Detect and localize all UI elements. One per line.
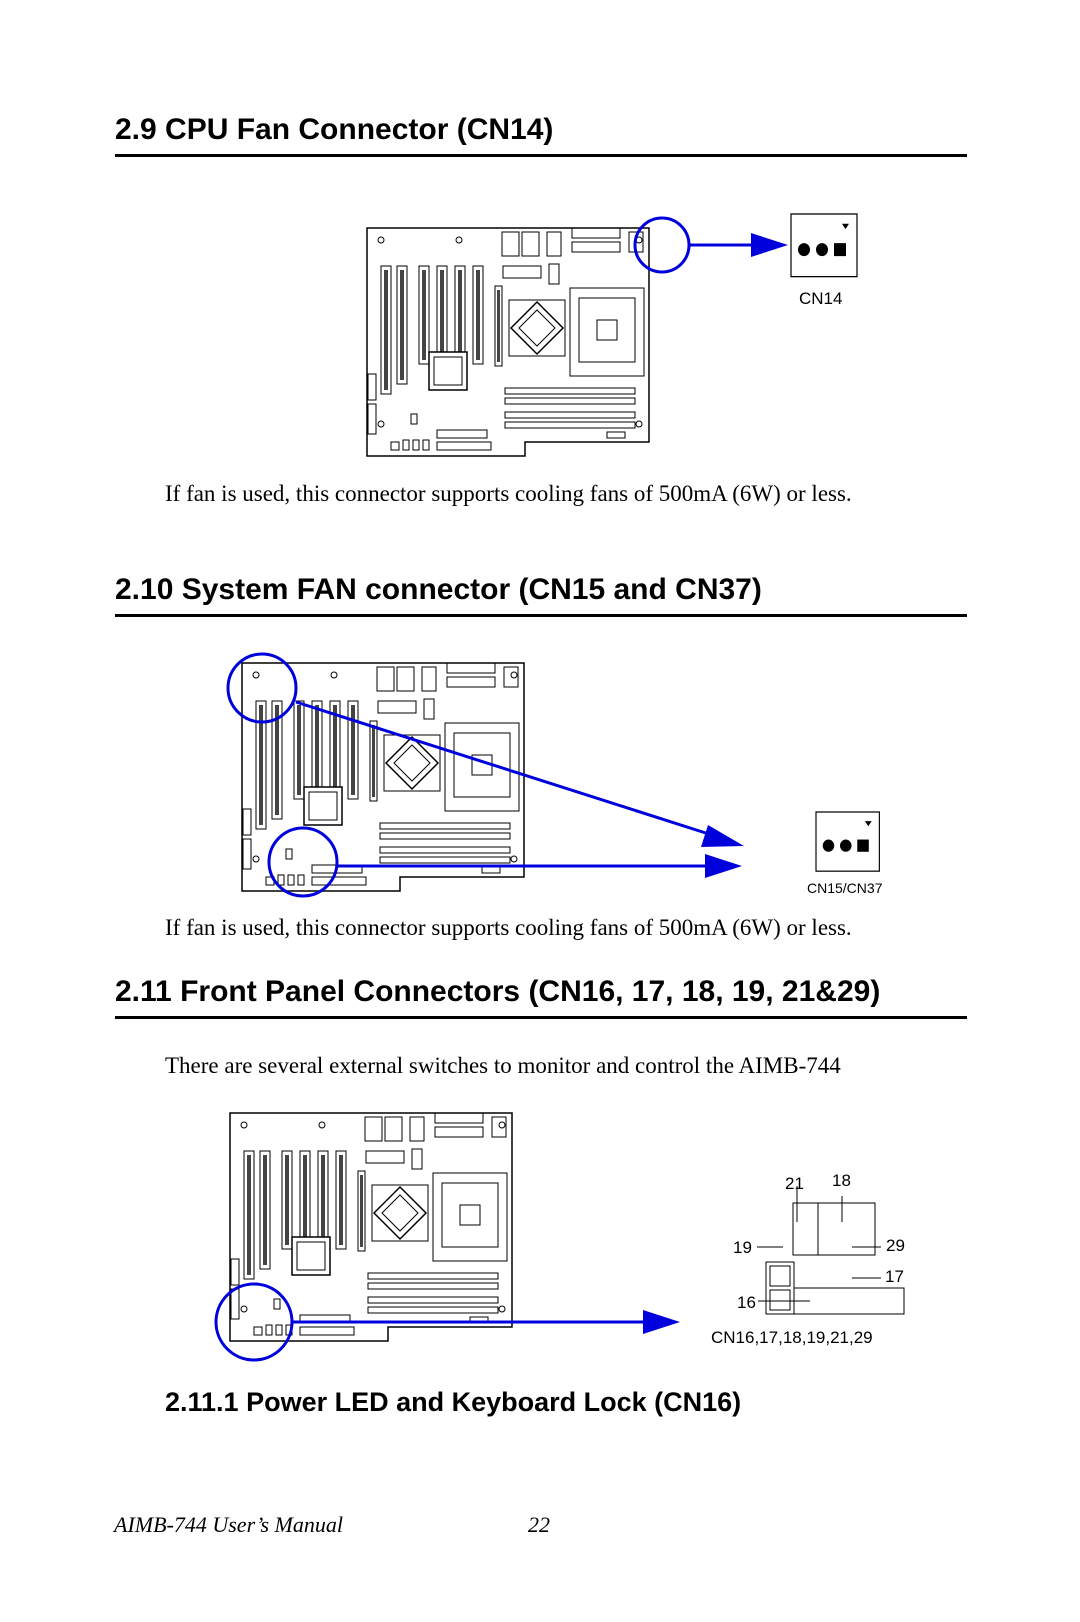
figure-label-cn14: CN14 (799, 289, 843, 308)
front-panel-pinout-diagram (757, 1186, 904, 1314)
arrow-head-cn37 (705, 854, 742, 878)
motherboard-diagram-cpu-fan (367, 228, 649, 456)
subsection-heading-power-led: 2.11.1 Power LED and Keyboard Lock (CN16) (165, 1387, 742, 1417)
figure-label-cn15-cn37: CN15/CN37 (807, 880, 883, 896)
paragraph-cpu-fan: If fan is used, this connector supports cooling fans of 500mA (6W) or less. (165, 481, 852, 506)
motherboard-diagram-system-fan (242, 663, 524, 891)
footer-manual-title: AIMB-744 User’s Manual (114, 1512, 343, 1537)
footer-page-number: 22 (528, 1512, 550, 1537)
section-heading-front-panel: 2.11 Front Panel Connectors (CN16, 17, 18, 19, 21&29) (115, 974, 967, 1019)
pin-label-18: 18 (832, 1171, 851, 1190)
section-heading-system-fan: 2.10 System FAN connector (CN15 and CN37) (115, 572, 967, 617)
motherboard-diagram-front-panel (230, 1113, 512, 1341)
fan-connector-icon-cn15-cn37 (816, 812, 879, 871)
fan-connector-icon-cn14 (791, 214, 857, 277)
arrow-head-cn15 (701, 825, 744, 847)
figure-label-front-panel: CN16,17,18,19,21,29 (711, 1328, 873, 1347)
arrow-head-front-panel (643, 1310, 680, 1334)
arrow-head-cn14 (751, 233, 788, 257)
paragraph-system-fan: If fan is used, this connector supports cooling fans of 500mA (6W) or less. (165, 915, 852, 940)
pin-label-19: 19 (733, 1238, 752, 1257)
pin-label-17: 17 (885, 1267, 904, 1286)
pin-label-21: 21 (785, 1174, 804, 1193)
section-heading-cpu-fan: 2.9 CPU Fan Connector (CN14) (115, 112, 967, 157)
pin-label-16: 16 (737, 1293, 756, 1312)
paragraph-front-panel: There are several external switches to monitor and control the AIMB-744 (165, 1053, 841, 1078)
pin-label-29: 29 (886, 1236, 905, 1255)
